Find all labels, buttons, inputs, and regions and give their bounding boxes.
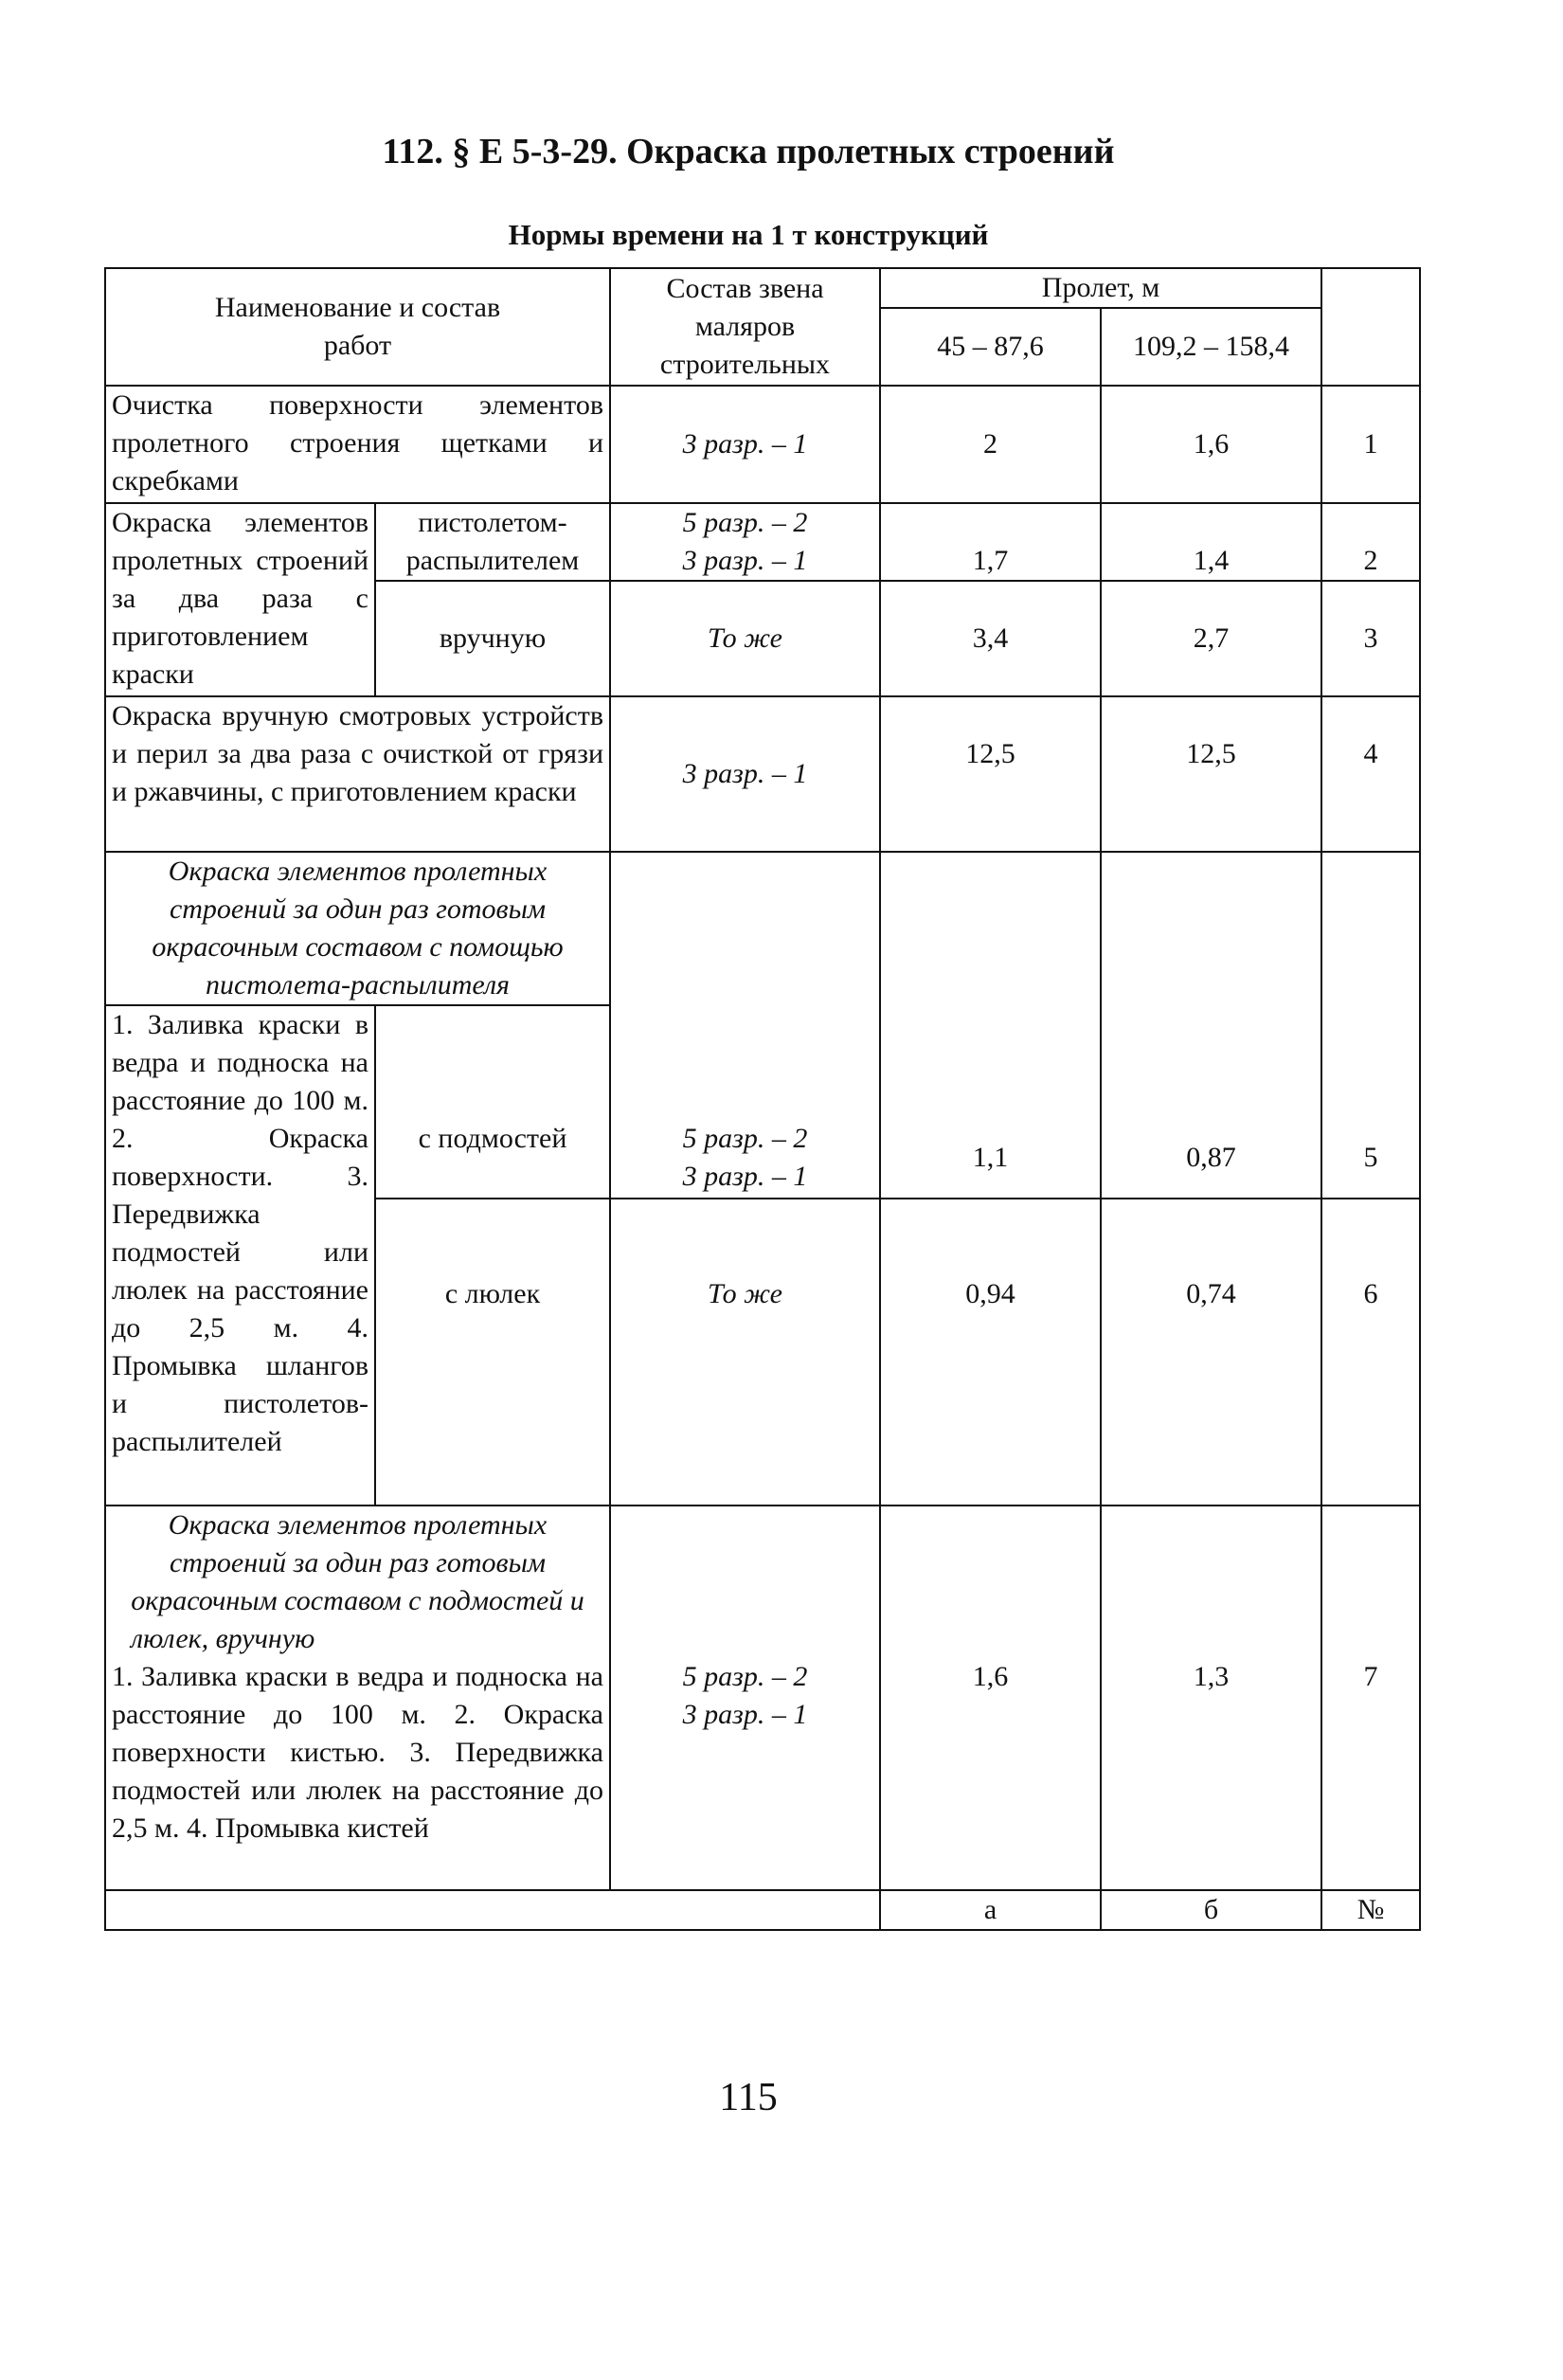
row1-name: Очистка поверхности элементов пролетного строения щетками и скребками [105, 386, 610, 503]
row7-crew-line1: 5 разр. – 2 [682, 1661, 808, 1692]
table-row [105, 386, 1420, 503]
row5-6-work-list: 1. Заливка краски в ведра и подноска на расстояние до 100 м. 2. Окраска поверхности. 3. Передвижка подмостей или люлек на расстояние до 2,5 м. 4. Промывка шлангов и пистолетов-распылителей [105, 1005, 375, 1506]
row5-number: 5 [1321, 852, 1420, 1199]
row6-span-a: 0,94 [880, 1199, 1101, 1506]
footer-col-number: № [1321, 1890, 1420, 1930]
footer-row [105, 1890, 1420, 1930]
table-row [105, 1506, 1420, 1890]
table-row [105, 503, 1420, 581]
row3-crew: То же [610, 581, 880, 696]
row2-crew-line1: 5 разр. – 2 [682, 507, 808, 538]
row3-span-b: 2,7 [1101, 581, 1321, 696]
header-span: Пролет, м [880, 268, 1321, 308]
page-title: 112. § Е 5-3-29. Окраска пролетных строений [382, 132, 1115, 171]
row6-method: с люлек [375, 1199, 610, 1506]
row7-name [105, 1506, 610, 1890]
row7-span-b: 1,3 [1101, 1506, 1321, 1890]
row7-span-a: 1,6 [880, 1506, 1101, 1890]
row7-subheading: Окраска элементов пролетных строений за один раз готовым окрасочным составом с подмостей и люлек, вручную [131, 1509, 584, 1654]
row1-number: 1 [1321, 386, 1420, 503]
header-number-empty [1321, 268, 1420, 386]
row1-span-b: 1,6 [1101, 386, 1321, 503]
footer-col-a: а [880, 1890, 1101, 1930]
row6-crew: То же [610, 1199, 880, 1506]
footer-empty [105, 1890, 880, 1930]
row5-crew [610, 852, 880, 1199]
row3-span-a: 3,4 [880, 581, 1101, 696]
row2-span-a: 1,7 [880, 503, 1101, 581]
row5-crew-line1: 5 разр. – 2 [682, 1123, 808, 1154]
header-name: Наименование и состав работ [105, 268, 610, 386]
row5-span-a: 1,1 [880, 852, 1101, 1199]
row4-span-a: 12,5 [880, 696, 1101, 852]
header-crew: Состав звена маляров строительных [610, 268, 880, 386]
row4-name: Окраска вручную смотровых устройств и перил за два раза с очисткой от грязи и ржавчины, с приготовлением краски [105, 696, 610, 852]
row4-number: 4 [1321, 696, 1420, 852]
row2-crew-line2: 3 разр. – 1 [682, 545, 808, 576]
row5-crew-line2: 3 разр. – 1 [682, 1161, 808, 1192]
row2-number: 2 [1321, 503, 1420, 581]
row5-6-subheading: Окраска элементов пролетных строений за один раз готовым окрасочным составом с помощью пистолета-распылителя [105, 852, 610, 1005]
header-span-b: 109,2 – 158,4 [1101, 308, 1321, 386]
table-row [105, 696, 1420, 852]
header-span-a: 45 – 87,6 [880, 308, 1101, 386]
row7-work-list: 1. Заливка краски в ведра и подноска на расстояние до 100 м. 2. Окраска поверхности кистью. 3. Передвижка подмостей или люлек на расстояние до 2,5 м. 4. Промывка кистей [112, 1661, 603, 1844]
row4-span-b: 12,5 [1101, 696, 1321, 852]
norms-table [104, 267, 1421, 1931]
table-caption: Нормы времени на 1 т конструкций [508, 218, 989, 251]
row2-method: пистолетом-распылителем [375, 503, 610, 581]
header-row [105, 268, 1420, 308]
row3-method: вручную [375, 581, 610, 696]
row4-crew: 3 разр. – 1 [610, 696, 880, 852]
row7-crew [610, 1506, 880, 1890]
row7-crew-line2: 3 разр. – 1 [682, 1699, 808, 1730]
row3-number: 3 [1321, 581, 1420, 696]
row6-number: 6 [1321, 1199, 1420, 1506]
footer-col-b: б [1101, 1890, 1321, 1930]
row2-span-b: 1,4 [1101, 503, 1321, 581]
row6-span-b: 0,74 [1101, 1199, 1321, 1506]
row5-method: с подмостей [375, 1005, 610, 1199]
row2-crew [610, 503, 880, 581]
row1-span-a: 2 [880, 386, 1101, 503]
page-number: 115 [719, 2076, 778, 2119]
table-row [105, 852, 1420, 1005]
row7-number: 7 [1321, 1506, 1420, 1890]
row1-crew: 3 разр. – 1 [610, 386, 880, 503]
row2-3-name: Окраска элементов пролетных строений за два раза с приготовлением краски [105, 503, 375, 696]
row5-span-b: 0,87 [1101, 852, 1321, 1199]
